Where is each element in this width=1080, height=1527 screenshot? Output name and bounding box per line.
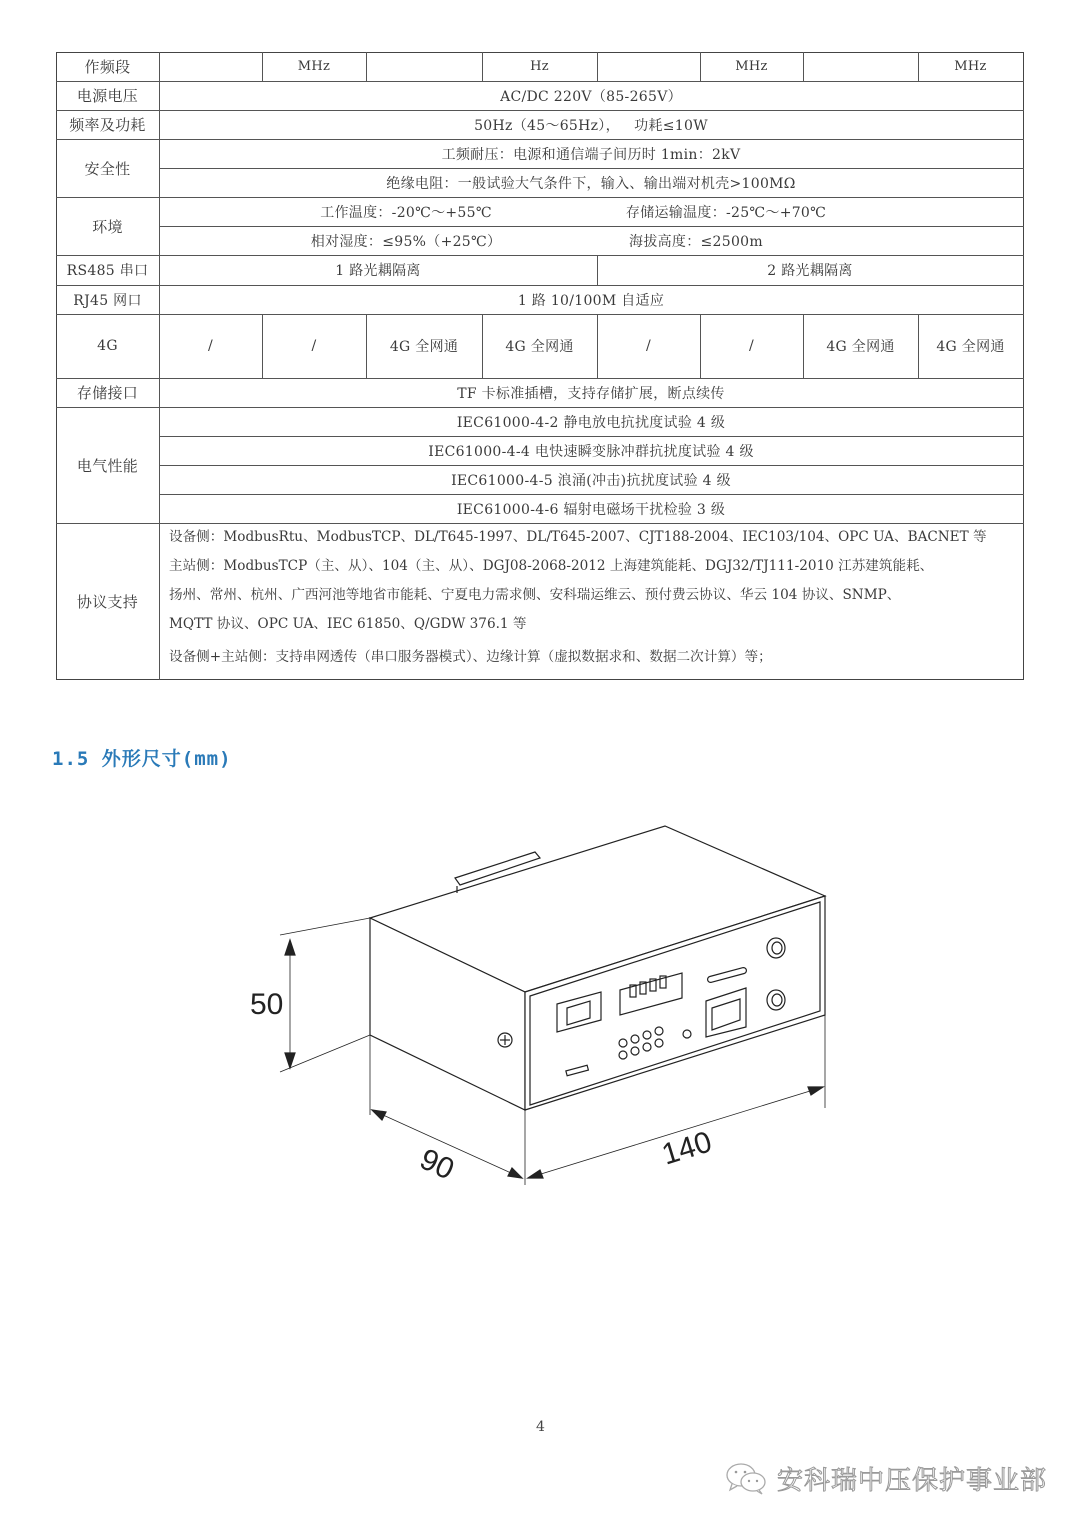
env-storage-temp: 存储运输温度：-25℃～+70℃ <box>625 204 827 221</box>
band-unit-cell: MHz <box>954 59 987 74</box>
section-heading: 1.5 外形尺寸(mm) <box>52 748 232 770</box>
rs485-left: 1 路光耦隔离 <box>335 263 421 279</box>
4g-cell: / <box>748 338 755 354</box>
protocol-device-side: 设备侧：ModbusRtu、ModbusTCP、DL/T645-1997、DL/T645-2007、CJT188-2004、IEC103/104、OPC UA、BACNET 等 <box>169 529 987 545</box>
4g-cell: / <box>311 338 317 354</box>
4g-cell: 4G 全网通 <box>505 339 574 355</box>
4g-cell: 4G 全网通 <box>826 339 895 355</box>
divider <box>159 436 1024 437</box>
voltage-value: AC/DC 220V（85-265V） <box>500 88 682 105</box>
env-work-temp: 工作温度：-20℃～+55℃ <box>320 204 492 221</box>
emc-surge: IEC61000-4-5 浪涌(冲击)抗扰度试验 4 级 <box>451 472 731 489</box>
protocol-both-sides: 设备侧+主站侧：支持串网透传（串口服务器模式）、边缘计算（虚拟数据求和、数据二次计算）等； <box>169 649 772 665</box>
row-label-emc: 电气性能 <box>76 456 139 475</box>
divider <box>918 52 919 81</box>
divider <box>366 52 367 81</box>
dimension-depth-label: 90 <box>414 1142 459 1187</box>
divider <box>56 110 1024 111</box>
divider <box>597 52 598 81</box>
divider <box>159 226 1024 227</box>
band-unit-cell: Hz <box>530 59 549 74</box>
row-label-storage: 存储接口 <box>76 384 139 402</box>
row-label-environment: 环境 <box>92 217 123 236</box>
row-label-rj45: RJ45 网口 <box>73 292 142 309</box>
rs485-right: 2 路光耦隔离 <box>767 263 853 279</box>
safety-withstand-value: 工频耐压：电源和通信端子间历时 1min：2kV <box>441 146 741 163</box>
divider <box>56 81 1024 82</box>
spec-table <box>56 52 1024 680</box>
divider <box>56 255 1024 256</box>
divider <box>262 314 263 378</box>
protocol-master-side: 主站侧：ModbusTCP（主、从）、104（主、从）、DGJ08-2068-2012 上海建筑能耗、DGJ32/TJ111-2010 江苏建筑能耗、 <box>169 558 934 574</box>
row-label-protocol: 协议支持 <box>76 593 139 611</box>
divider <box>482 52 483 81</box>
rj45-value: 1 路 10/100M 自适应 <box>517 292 665 309</box>
emc-esd: IEC61000-4-2 静电放电抗扰度试验 4 级 <box>456 414 726 431</box>
divider <box>366 314 367 378</box>
env-humidity: 相对湿度：≤95%（+25℃） <box>310 233 502 250</box>
divider <box>803 314 804 378</box>
protocol-master-side-cont: MQTT 协议、OPC UA、IEC 61850、Q/GDW 376.1 等 <box>169 616 527 632</box>
divider <box>918 314 919 378</box>
divider <box>597 255 598 285</box>
divider <box>56 407 1024 408</box>
protocol-master-side-cont: 扬州、常州、杭州、广西河池等地省市能耗、宁夏电力需求侧、安科瑞运维云、预付费云协议、华云 104 协议、SNMP、 <box>169 587 901 603</box>
divider <box>482 314 483 378</box>
divider <box>56 378 1024 379</box>
4g-cell: 4G 全网通 <box>389 339 459 355</box>
band-unit-cell: MHz <box>297 59 331 74</box>
divider <box>803 52 804 81</box>
divider <box>700 314 701 378</box>
divider <box>56 197 1024 198</box>
watermark <box>725 1460 1047 1497</box>
divider <box>56 139 1024 140</box>
env-altitude: 海拔高度：≤2500m <box>629 233 763 250</box>
row-label-4g: 4G <box>97 338 118 354</box>
4g-cell: 4G 全网通 <box>936 339 1005 355</box>
row-label-power: 频率及功耗 <box>69 116 146 134</box>
band-unit-cell: MHz <box>735 59 768 74</box>
emc-radiated: IEC61000-4-6 辐射电磁场干扰检验 3 级 <box>456 501 726 518</box>
row-label-rs485: RS485 串口 <box>66 263 149 279</box>
4g-cell: / <box>645 338 652 354</box>
divider <box>56 285 1024 286</box>
divider <box>700 52 701 81</box>
divider <box>597 314 598 378</box>
divider <box>56 314 1024 315</box>
divider <box>159 465 1024 466</box>
wechat-icon <box>725 1462 769 1496</box>
divider <box>262 52 263 81</box>
power-value: 50Hz（45～65Hz）， 功耗≤10W <box>474 117 708 134</box>
watermark-text: 安科瑞中压保护事业部 <box>777 1466 1048 1496</box>
divider <box>159 52 160 680</box>
emc-eft: IEC61000-4-4 电快速瞬变脉冲群抗扰度试验 4 级 <box>428 443 754 460</box>
row-label-band: 作频段 <box>84 58 131 76</box>
device-dimension-drawing <box>240 815 840 1195</box>
safety-insulation-value: 绝缘电阻：一般试验大气条件下，输入、输出端对机壳>100MΩ <box>386 175 796 192</box>
page-number: 4 <box>536 1419 545 1435</box>
divider <box>56 523 1024 524</box>
divider <box>159 494 1024 495</box>
storage-value: TF 卡标准插槽，支持存储扩展，断点续传 <box>457 385 725 402</box>
row-label-safety: 安全性 <box>84 159 131 178</box>
dimension-height-label: 50 <box>250 988 284 1021</box>
4g-cell: / <box>207 338 214 354</box>
dimension-width-label: 140 <box>658 1125 716 1172</box>
divider <box>159 168 1024 169</box>
row-label-voltage: 电源电压 <box>76 87 139 105</box>
table-border <box>56 52 1024 680</box>
